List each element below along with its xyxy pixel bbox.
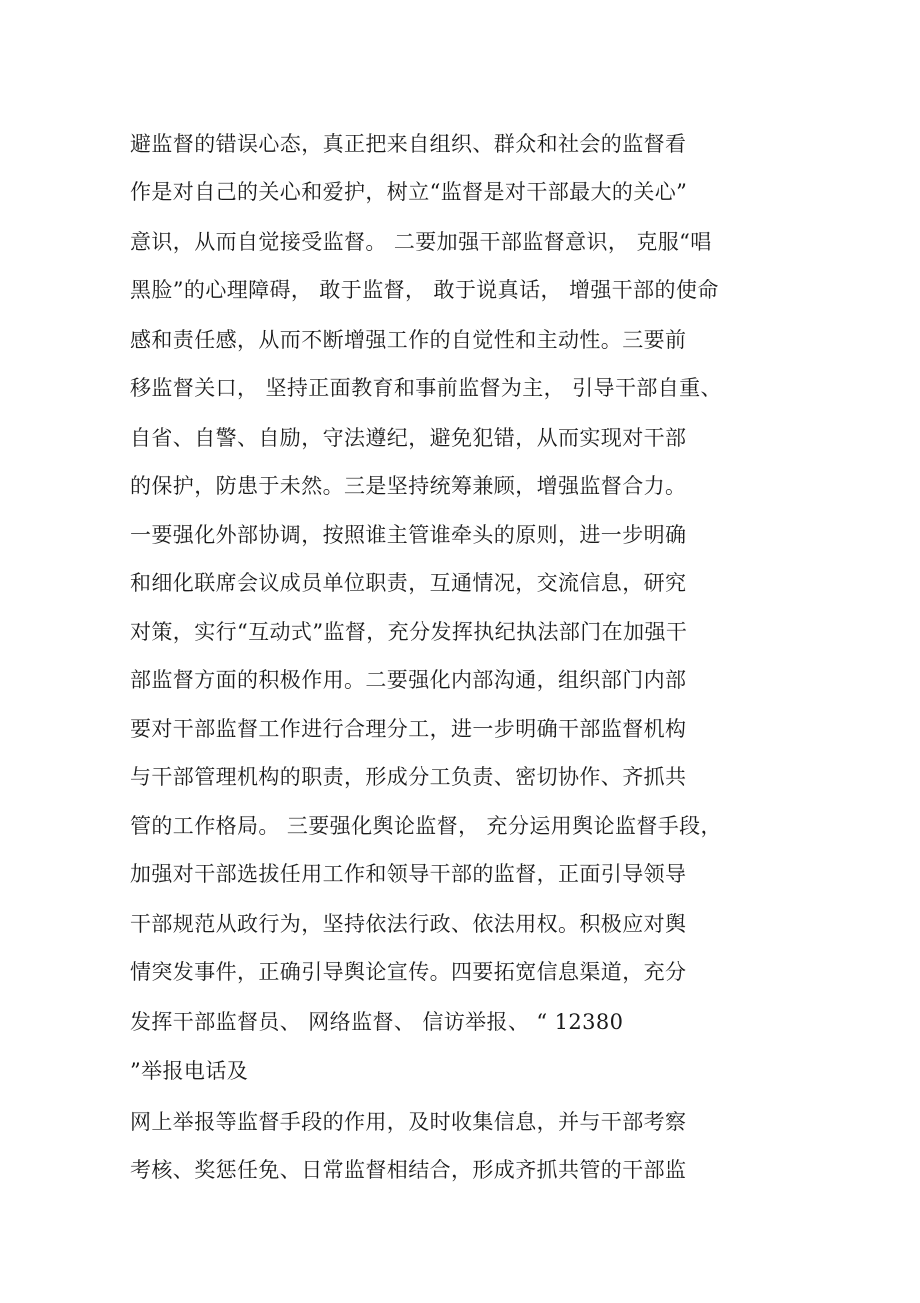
- text-line-4: 黑脸”的心理障碍， 敢于监督， 敢于说真话， 增强干部的使命: [130, 278, 719, 302]
- text-line-14: 与干部管理机构的职责，形成分工负责、密切协作、齐抓共: [130, 765, 687, 789]
- text-line-2: 作是对自己的关心和爱护，树立“监督是对干部最大的关心”: [130, 180, 688, 204]
- text-line-18: 情突发事件，正确引导舆论宣传。四要拓宽信息渠道，充分: [130, 960, 687, 984]
- text-line-16: 加强对干部选拔任用工作和领导干部的监督，正面引导领导: [130, 862, 687, 886]
- text-line-19: 发挥干部监督员、 网络监督、 信访举报、 “ 12380: [130, 1010, 624, 1034]
- text-line-15: 管的工作格局。 三要强化舆论监督， 充分运用舆论监督手段，: [130, 814, 722, 838]
- text-line-5: 感和责任感，从而不断增强工作的自觉性和主动性。三要前: [130, 328, 687, 352]
- text-line-1: 避监督的错误心态，真正把来自组织、群众和社会的监督看: [130, 132, 687, 156]
- text-line-20: ”举报电话及: [130, 1059, 249, 1083]
- text-line-10: 和细化联席会议成员单位职责，互通情况，交流信息，研究: [130, 571, 687, 595]
- text-line-6: 移监督关口， 坚持正面教育和事前监督为主， 引导干部自重、: [130, 376, 722, 400]
- text-line-17: 干部规范从政行为，坚持依法行政、依法用权。积极应对舆: [130, 912, 687, 936]
- text-line-3: 意识，从而自觉接受监督。 二要加强干部监督意识， 克服“唱: [130, 230, 712, 254]
- text-line-13: 要对干部监督工作进行合理分工，进一步明确干部监督机构: [130, 717, 687, 741]
- text-line-12: 部监督方面的积极作用。二要强化内部沟通，组织部门内部: [130, 668, 687, 692]
- text-line-11: 对策，实行“互动式”监督，充分发挥执纪执法部门在加强干: [130, 620, 688, 644]
- text-line-21: 网上举报等监督手段的作用，及时收集信息，并与干部考察: [130, 1110, 687, 1134]
- text-line-9: 一要强化外部协调，按照谁主管谁牵头的原则，进一步明确: [130, 523, 687, 547]
- text-line-7: 自省、自警、自励，守法遵纪，避免犯错，从而实现对干部: [130, 426, 687, 450]
- text-line-8: 的保护，防患于未然。三是坚持统筹兼顾，增强监督合力。: [130, 474, 687, 498]
- text-line-22: 考核、奖惩任免、日常监督相结合，形成齐抓共管的干部监: [130, 1158, 687, 1182]
